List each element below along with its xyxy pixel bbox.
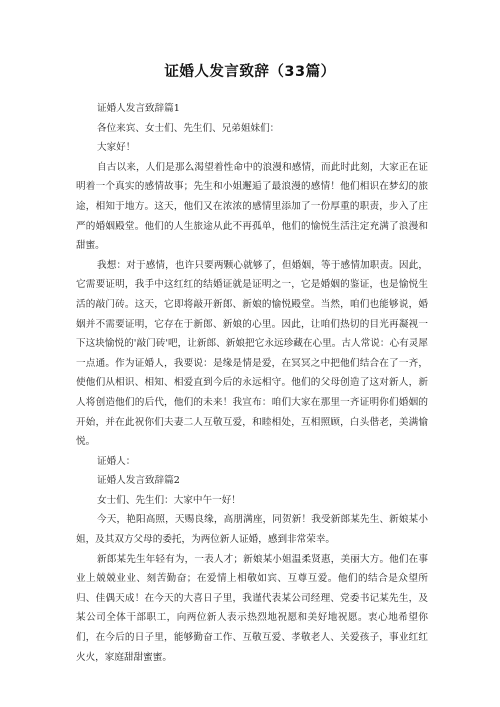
paragraph: 今天，艳阳高照，天赐良缘，高朋满座，同贺新！我受新郎某先生、新娘某小姐，及其双方父母的委托，为两位新人证婚，感到非常荣幸。	[76, 514, 428, 546]
greeting: 大家好！	[97, 142, 136, 154]
paragraph: 新郎某先生年轻有为，一表人才；新娘某小姐温柔贤惠，美丽大方。他们在事业上兢兢业业、刻苦勤奋；在爱情上相敬如宾、互尊互爱。他们的结合是众望所归、佳偶天成！在今天的大喜日子里，我谨代表某公司经理、党委书记某先生，及某公司全体干部职工，向两位新人表示热烈地祝愿和美好地祝愿。衷心地希望你们，在今后的日子里，能够勤奋工作、互敬互爱、孝敬老人、关爱孩子，事业红红火火，家庭甜甜蜜蜜。	[76, 553, 428, 663]
salutation: 各位来宾、女士们、先生们、兄弟姐妹们：	[97, 122, 280, 134]
section-heading-1: 证婚人发言致辞篇1	[97, 103, 180, 114]
paragraph: 我想：对于感情，也许只要两颗心就够了，但婚姻，等于感情加职责。因此，它需要证明，我手中这红红的结婚证就是证明之一，它是婚姻的鉴证，也是愉悦生活的敲门砖。这天，它即将敲开新郎、新娘的愉悦殿堂。当然，咱们也能够说，婚姻并不需要证明，它存在于新郎、新娘的心里。因此，让咱们热切的目光再凝视一下这块愉悦的'敲门砖'吧，让新郎、新娘把它永远珍藏在心里。古人常说：心有灵犀一点通。作为证婚人，我要说：是缘是情是爱，在冥冥之中把他们结合在了一齐，使他们从相识、相知、相爱直到今后的永远相守。他们的父母创造了这对新人，新人将创造他们的后代，他们的未来！我宣布：咱们大家在那里一齐证明你们婚姻的开始，并在此祝你们夫妻二人互敬互爱，和睦相处，互相照顾，白头偕老，美满愉悦。	[76, 259, 428, 448]
greeting: 女士们、先生们：大家中午一好！	[97, 494, 241, 506]
signature-line: 证婚人：	[97, 455, 136, 467]
document-title: 证婚人发言致辞（33篇）	[164, 64, 336, 80]
document-body	[76, 99, 428, 667]
paragraph: 自古以来，人们是那么渴望着性命中的浪漫和感情，而此时此刻，大家正在证明着一个真实的感情故事；先生和小姐邂逅了最浪漫的感情！他们相识在梦幻的旅途，相知于地方。这天，他们又在浓浓的感情里添加了一份厚重的职责，步入了庄严的婚姻殿堂。他们的人生旅途从此不再孤单，他们的愉悦生活注定充满了浪漫和甜蜜。	[76, 161, 428, 252]
section-heading-2: 证婚人发言致辞篇2	[97, 475, 180, 487]
